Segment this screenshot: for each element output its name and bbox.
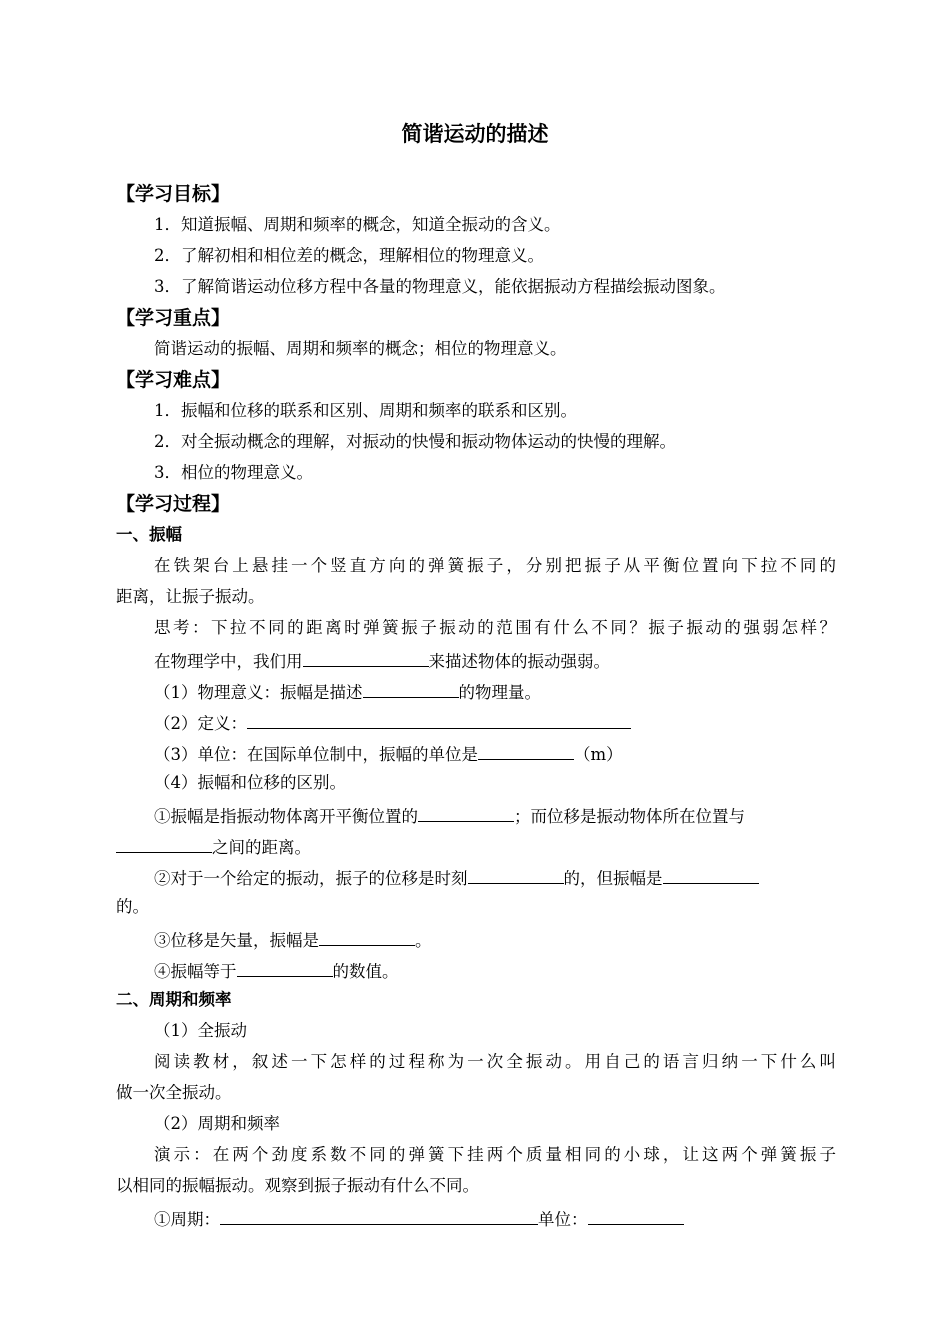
fill-blank[interactable]: [247, 709, 631, 729]
compare-2-text-c: 的。: [116, 897, 149, 916]
difficulties-heading: 【学习难点】: [116, 369, 231, 391]
difference-item: （4）振幅和位移的区别。: [154, 773, 346, 792]
meaning-sentence: [154, 678, 836, 705]
period-text-b: 单位：: [538, 1210, 588, 1229]
fill-blank[interactable]: [116, 833, 212, 853]
page-title: 简谐运动的描述: [401, 122, 549, 146]
amplitude-heading: 一、振幅: [116, 525, 182, 544]
compare-1-text-c: 之间的距离。: [212, 838, 311, 857]
fill-blank[interactable]: [220, 1205, 538, 1225]
amplitude-intro-line-1: 在铁架台上悬挂一个竖直方向的弹簧振子，分别把振子从平衡位置向下拉不同的: [154, 556, 836, 575]
read-text-line-1: 阅读教材，叙述一下怎样的过程称为一次全振动。用自己的语言归纳一下什么叫: [154, 1052, 836, 1071]
fill-blank[interactable]: [663, 864, 759, 884]
objective-item: 2．了解初相和相位差的概念，理解相位的物理意义。: [154, 246, 544, 265]
compare-1-text-b: ；而位移是振动物体所在位置与: [514, 807, 745, 826]
read-text-line-2: 做一次全振动。: [116, 1083, 232, 1102]
fill-blank[interactable]: [418, 802, 514, 822]
compare-item-1: [154, 802, 836, 829]
compare-item-4: [154, 957, 836, 984]
fill-blank[interactable]: [303, 647, 429, 667]
compare-1-text-a: ①振幅是指振动物体离开平衡位置的: [154, 807, 418, 826]
unit-text-a: （3）单位：在国际单位制中，振幅的单位是: [154, 745, 478, 764]
fill-blank[interactable]: [237, 957, 333, 977]
think-question: 思考：下拉不同的距离时弹簧振子振动的范围有什么不同？振子振动的强弱怎样？: [154, 618, 836, 637]
compare-item-3: [154, 926, 836, 953]
demo-text-line-2: 以相同的振幅振动。观察到振子振动有什么不同。: [116, 1176, 479, 1195]
compare-4-text-b: 的数值。: [332, 962, 399, 981]
compare-item-1-cont: [116, 833, 836, 860]
objective-item: 3．了解简谐运动位移方程中各量的物理意义，能依据振动方程描绘振动图象。: [154, 277, 726, 296]
full-vibration-item: （1）全振动: [154, 1021, 247, 1040]
meaning-text-b: 的物理量。: [458, 683, 541, 702]
physics-text-b: 来描述物体的振动强弱。: [428, 652, 610, 671]
period-frequency-item: （2）周期和频率: [154, 1114, 280, 1133]
difficulty-item: 3．相位的物理意义。: [154, 463, 313, 482]
key-points-text: 简谐运动的振幅、周期和频率的概念；相位的物理意义。: [154, 339, 567, 358]
fill-blank[interactable]: [478, 740, 574, 760]
difficulty-item: 1．振幅和位移的联系和区别、周期和频率的联系和区别。: [154, 401, 577, 420]
compare-2-text-b: 的，但振幅是: [563, 869, 663, 888]
process-heading: 【学习过程】: [116, 493, 231, 515]
unit-sentence: [154, 740, 836, 767]
period-heading: 二、周期和频率: [116, 990, 232, 1009]
definition-label: （2）定义：: [154, 714, 247, 733]
objective-item: 1．知道振幅、周期和频率的概念，知道全振动的含义。: [154, 215, 561, 234]
fill-blank[interactable]: [363, 678, 459, 698]
meaning-text-a: （1）物理意义：振幅是描述: [154, 683, 363, 702]
unit-text-b: （m）: [574, 745, 623, 764]
compare-4-text-a: ④振幅等于: [154, 962, 237, 981]
amplitude-intro-line-2: 距离，让振子振动。: [116, 587, 265, 606]
compare-3-text-b: 。: [415, 931, 432, 950]
compare-2-text-a: ②对于一个给定的振动，振子的位移是时刻: [154, 869, 468, 888]
fill-blank[interactable]: [588, 1205, 684, 1225]
fill-blank[interactable]: [319, 926, 415, 946]
physics-sentence: [154, 647, 836, 674]
compare-item-2: [154, 864, 836, 891]
period-text-a: ①周期：: [154, 1210, 220, 1229]
physics-text-a: 在物理学中，我们用: [154, 652, 303, 671]
demo-text-line-1: 演示：在两个劲度系数不同的弹簧下挂两个质量相同的小球，让这两个弹簧振子: [154, 1145, 836, 1164]
period-definition: [154, 1205, 836, 1232]
difficulty-item: 2．对全振动概念的理解，对振动的快慢和振动物体运动的快慢的理解。: [154, 432, 676, 451]
key-points-heading: 【学习重点】: [116, 307, 231, 329]
fill-blank[interactable]: [468, 864, 564, 884]
objectives-heading: 【学习目标】: [116, 183, 231, 205]
definition-sentence: [154, 709, 836, 736]
compare-3-text-a: ③位移是矢量，振幅是: [154, 931, 319, 950]
